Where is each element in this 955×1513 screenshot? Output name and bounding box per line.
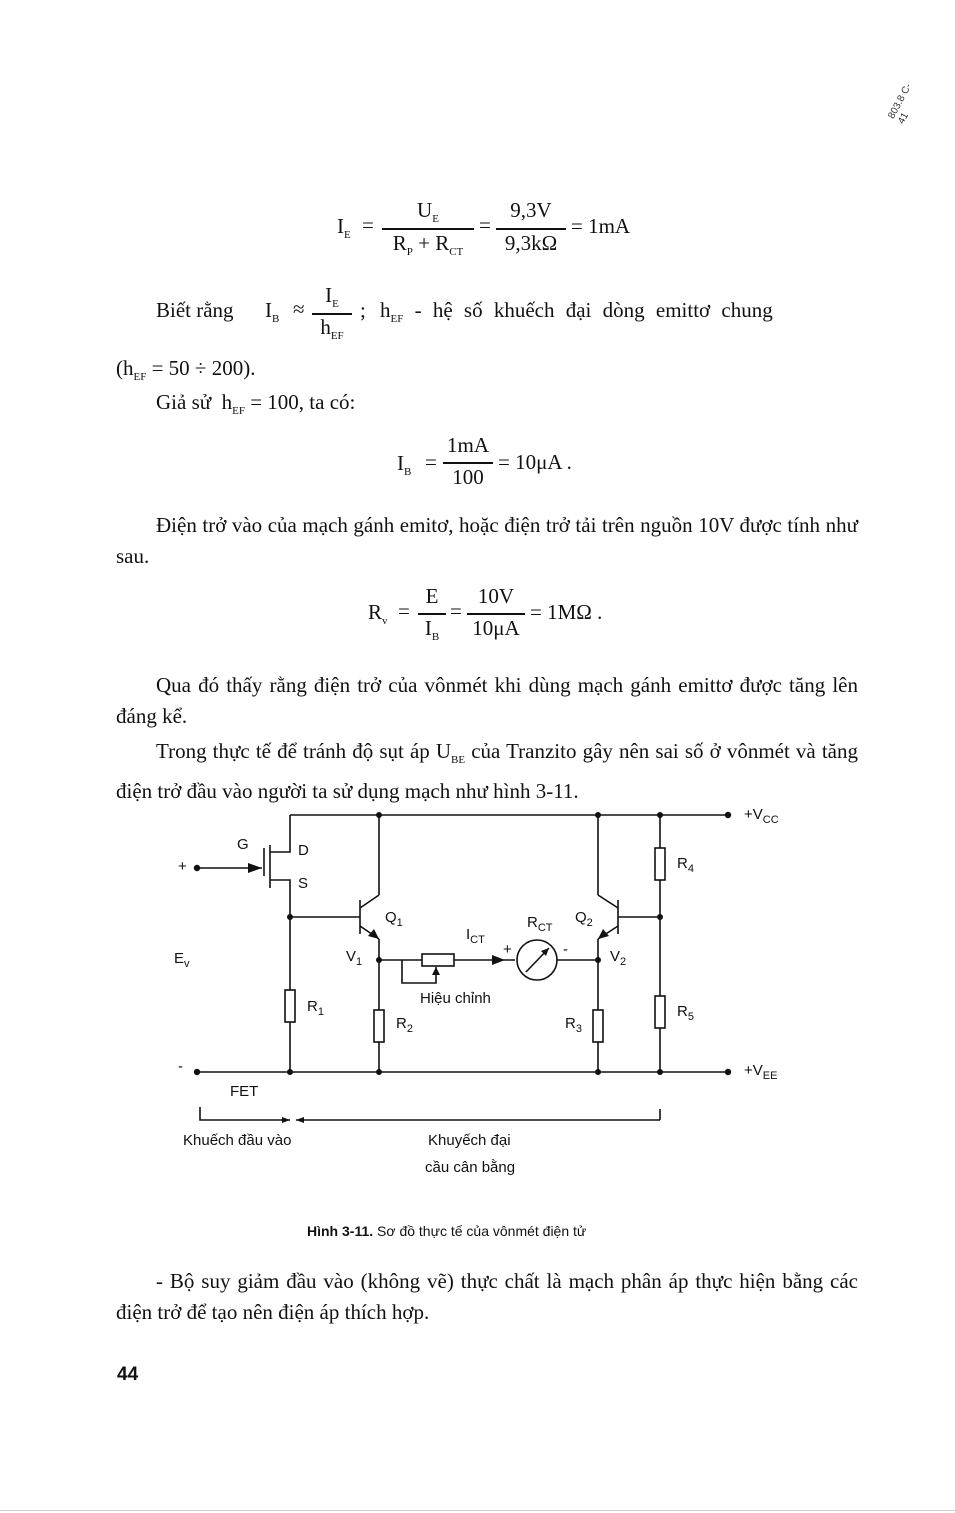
- para-trong-thuc-te: Trong thực tế để tránh độ sụt áp $U_{BE}$ của Tranzito gây nên sai số ở vônmét và tăng điện trở đầu vào người ta sử dụng mạch như hình 3-11.: [116, 739, 858, 804]
- para-dien-tro-vao: Điện trở vào của mạch gánh emitơ, hoặc điện trở tải trên nguồn 10V được tính như sau.: [116, 513, 858, 568]
- para-gia-su: Giả sử $h_{EF} = 100$, ta có:: [156, 390, 356, 418]
- para-qua-do: Qua đó thấy rằng điện trở của vônmét khi dùng mạch gánh emittơ được tăng lên đáng kể.: [116, 673, 858, 728]
- page-number: 44: [117, 1364, 139, 1385]
- figure-caption: Hình 3-11. Sơ đồ thực tế của vônmét điện tử: [307, 1223, 587, 1239]
- scan-edge: [0, 1510, 955, 1511]
- para-bo-suy-giam: - Bộ suy giảm đầu vào (không vẽ) thực chất là mạch phân áp thực hiện bằng các điện trở để tạo nên điện áp thích hợp.: [116, 1269, 858, 1324]
- circuit-diagram: $+V_{CC}$ $+V_{EE}$ G D S + - $E_v$ $R_1$ $R_2$ $R_3$ $R_4$ $R_5$ $Q_1$ $Q_2$ $V_1$ $V_2$ $I_{CT}$ $R_{CT}$ + - Hiệu chỉnh FET Khuếch đầu vào Khuyếch đại cầu cân bằng: [0, 800, 955, 1190]
- library-stamp: 803.8 C-41: [886, 81, 915, 126]
